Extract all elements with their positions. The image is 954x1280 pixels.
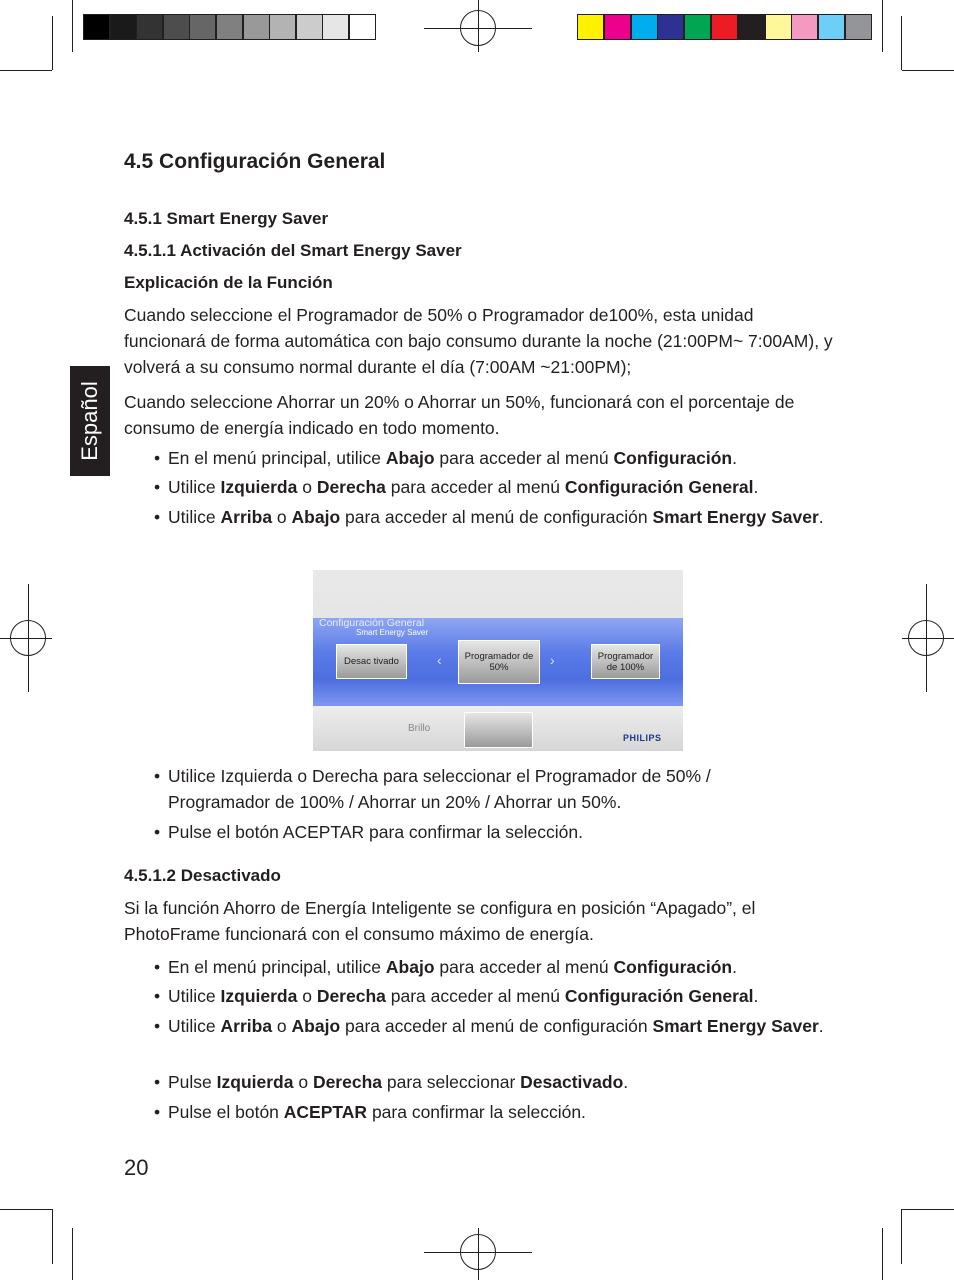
- screenshot-subheader: Smart Energy Saver: [356, 628, 429, 637]
- gray-swatch: [216, 14, 243, 40]
- crop-mark: [902, 1209, 954, 1210]
- color-swatch: [684, 14, 711, 40]
- subsection-title: 4.5.1 Smart Energy Saver: [124, 209, 329, 228]
- crop-mark: [72, 1228, 73, 1280]
- philips-logo: PHILIPS: [623, 733, 662, 743]
- subsection-title: 4.5.1.2 Desactivado: [124, 866, 281, 885]
- list-item: • Pulse el botón ACEPTAR para confirmar la selección.: [154, 1102, 586, 1122]
- color-swatch: [791, 14, 818, 40]
- crop-mark: [0, 1209, 52, 1210]
- list-item: • Utilice Arriba o Abajo para acceder al menú de configuración Smart Energy Saver.: [154, 507, 824, 527]
- list-item: • Utilice Izquierda o Derecha para acceder al menú Configuración General.: [154, 477, 759, 497]
- gray-swatch: [349, 14, 376, 40]
- chevron-down-icon[interactable]: ⌄: [493, 698, 504, 712]
- crop-mark: [901, 16, 902, 70]
- option-desactivado[interactable]: Desac tivado: [336, 644, 407, 679]
- gray-swatch: [189, 14, 216, 40]
- option-programador-100[interactable]: Programador de 100%: [591, 644, 660, 679]
- gray-swatch: [136, 14, 163, 40]
- list-item: • Pulse Izquierda o Derecha para seleccionar Desactivado.: [154, 1072, 629, 1092]
- settings-screenshot: [313, 570, 683, 751]
- color-swatch: [631, 14, 658, 40]
- list-item: • En el menú principal, utilice Abajo para acceder al menú Configuración.: [154, 957, 737, 977]
- gray-swatch: [269, 14, 296, 40]
- option-programador-50[interactable]: Programador de 50%: [458, 640, 540, 684]
- color-swatch: [765, 14, 792, 40]
- gray-swatch: [110, 14, 137, 40]
- color-swatch: [577, 14, 604, 40]
- list-item: • Utilice Izquierda o Derecha para acceder al menú Configuración General.: [154, 986, 759, 1006]
- color-swatch: [657, 14, 684, 40]
- paragraph: Cuando seleccione Ahorrar un 20% o Ahorrar un 50%, funcionará con el porcentaje de consumo de energía indicado en todo momento.: [124, 392, 795, 438]
- color-swatch: [845, 14, 872, 40]
- language-tab-label: Español: [77, 381, 102, 461]
- screenshot-header: Configuración General: [319, 617, 425, 629]
- paragraph: Cuando seleccione el Programador de 50% o Programador de100%, esta unidad funcionará de forma automática con bajo consumo durante la noche (21:00PM~ 7:00AM), y volverá a su consumo normal durante el día (7:00AM ~21:00PM);: [124, 305, 833, 377]
- color-swatch: [711, 14, 738, 40]
- crop-mark: [0, 70, 52, 71]
- gray-swatch: [83, 14, 110, 40]
- subsection-title: Explicación de la Función: [124, 273, 333, 292]
- color-swatch: [604, 14, 631, 40]
- crop-mark: [901, 1209, 902, 1264]
- brillo-thumbnail[interactable]: [464, 712, 533, 748]
- list-item: • Pulse el botón ACEPTAR para confirmar la selección.: [154, 822, 584, 842]
- gray-swatch: [296, 14, 323, 40]
- subsection-title: 4.5.1.1 Activación del Smart Energy Saver: [124, 241, 462, 260]
- page-number: 20: [124, 1155, 149, 1180]
- crop-mark: [52, 1209, 53, 1264]
- language-tab: [70, 366, 110, 476]
- crop-mark: [52, 16, 53, 70]
- chevron-right-icon[interactable]: ›: [550, 652, 555, 668]
- paragraph: Si la función Ahorro de Energía Inteligente se configura en posición “Apagado”, el PhotoFrame funcionará con el consumo máximo de energía.: [124, 898, 756, 944]
- section-title: 4.5 Configuración General: [124, 150, 386, 173]
- crop-mark: [902, 70, 954, 71]
- brillo-label: Brillo: [408, 723, 431, 734]
- list-item: • Utilice Izquierda o Derecha para seleccionar el Programador de 50% / Programador de 100% / Ahorrar un 20% / Ahorrar un 50%.: [154, 766, 711, 812]
- list-item: • En el menú principal, utilice Abajo para acceder al menú Configuración.: [154, 448, 737, 468]
- gray-swatch: [163, 14, 190, 40]
- chevron-left-icon[interactable]: ‹: [437, 652, 442, 668]
- crop-mark: [882, 1228, 883, 1280]
- crop-mark: [72, 0, 73, 52]
- crop-mark: [882, 0, 883, 52]
- color-swatch: [738, 14, 765, 40]
- list-item: • Utilice Arriba o Abajo para acceder al menú de configuración Smart Energy Saver.: [154, 1016, 824, 1036]
- gray-swatch: [322, 14, 349, 40]
- gray-swatch: [243, 14, 270, 40]
- color-swatch: [818, 14, 845, 40]
